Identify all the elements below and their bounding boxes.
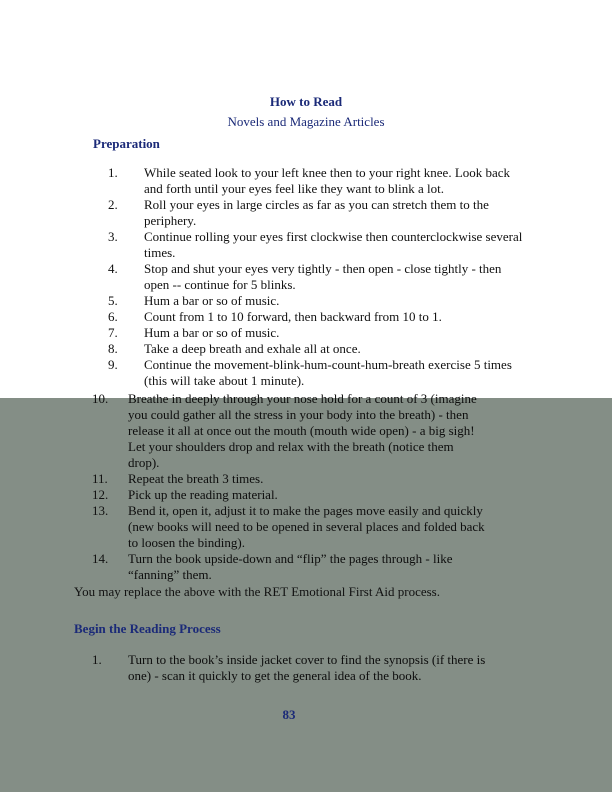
list-item [0,391,488,471]
list-number: 7. [108,325,118,340]
list-item [0,551,488,583]
page-number: 83 [282,707,296,722]
list-number: 14. [92,551,109,566]
list-text: Repeat the breath 3 times. [128,471,264,486]
list-number: 1. [92,652,102,667]
list-number: 1. [108,165,118,180]
list-number: 9. [108,357,118,372]
list-text: Take a deep breath and exhale all at once. [144,341,361,356]
list-text: Continue rolling your eyes first clockwise then counterclockwise several times. [144,229,523,260]
preparation-list-continued [0,391,488,583]
list-text: Bend it, open it, adjust it to make the pages move easily and quickly (new books will need to be opened in several places and folded back to loosen the binding). [128,503,485,550]
list-item [0,309,524,325]
list-text: Turn to the book’s inside jacket cover to find the synopsis (if there is one) - scan it quickly to get the general idea of the book. [128,652,486,683]
list-text: Pick up the reading material. [128,487,278,502]
list-item [0,165,524,197]
preparation-list [0,165,524,389]
page-title: How to Read [269,94,343,109]
list-item [0,197,524,229]
list-text: Hum a bar or so of music. [144,325,280,340]
list-item [0,293,524,309]
list-text: Breathe in deeply through your nose hold for a count of 3 (imagine you could gather all the stress in your body into the breath) - then release it all at once out the mouth (mouth wide open) - a big sigh! Let your shoulders drop and relax with the breath (notice them drop). [128,391,477,470]
list-number: 4. [108,261,118,276]
list-text: Continue the movement-blink-hum-count-hum-breath exercise 5 times (this will take about 1 minute). [144,357,512,388]
list-text: While seated look to your left knee then to your right knee. Look back and forth until your eyes feel like they want to blink a lot. [144,165,511,196]
list-number: 10. [92,391,109,406]
list-item [0,487,488,503]
list-item [0,357,524,389]
list-item [0,261,524,293]
list-number: 8. [108,341,118,356]
list-number: 13. [92,503,109,518]
section-heading-reading-process: Begin the Reading Process [74,621,221,636]
reading-process-list [0,652,508,684]
list-item [0,341,524,357]
list-text: Count from 1 to 10 forward, then backward from 10 to 1. [144,309,442,324]
list-item [0,471,488,487]
list-number: 3. [108,229,118,244]
list-number: 11. [92,471,108,486]
list-item [0,325,524,341]
list-text: Stop and shut your eyes very tightly - then open - close tightly - then open -- continue for 5 blinks. [144,261,502,292]
list-item [0,503,488,551]
list-number: 2. [108,197,118,212]
list-text: Turn the book upside-down and “flip” the pages through - like “fanning” them. [128,551,453,582]
list-number: 5. [108,293,118,308]
section-heading-preparation: Preparation [93,136,160,151]
list-text: Hum a bar or so of music. [144,293,280,308]
page-subtitle: Novels and Magazine Articles [227,114,385,129]
list-text: Roll your eyes in large circles as far as you can stretch them to the periphery. [144,197,489,228]
list-item [0,652,508,684]
list-item [0,229,524,261]
list-number: 12. [92,487,109,502]
replacement-note: You may replace the above with the RET Emotional First Aid process. [74,584,440,599]
list-number: 6. [108,309,118,324]
